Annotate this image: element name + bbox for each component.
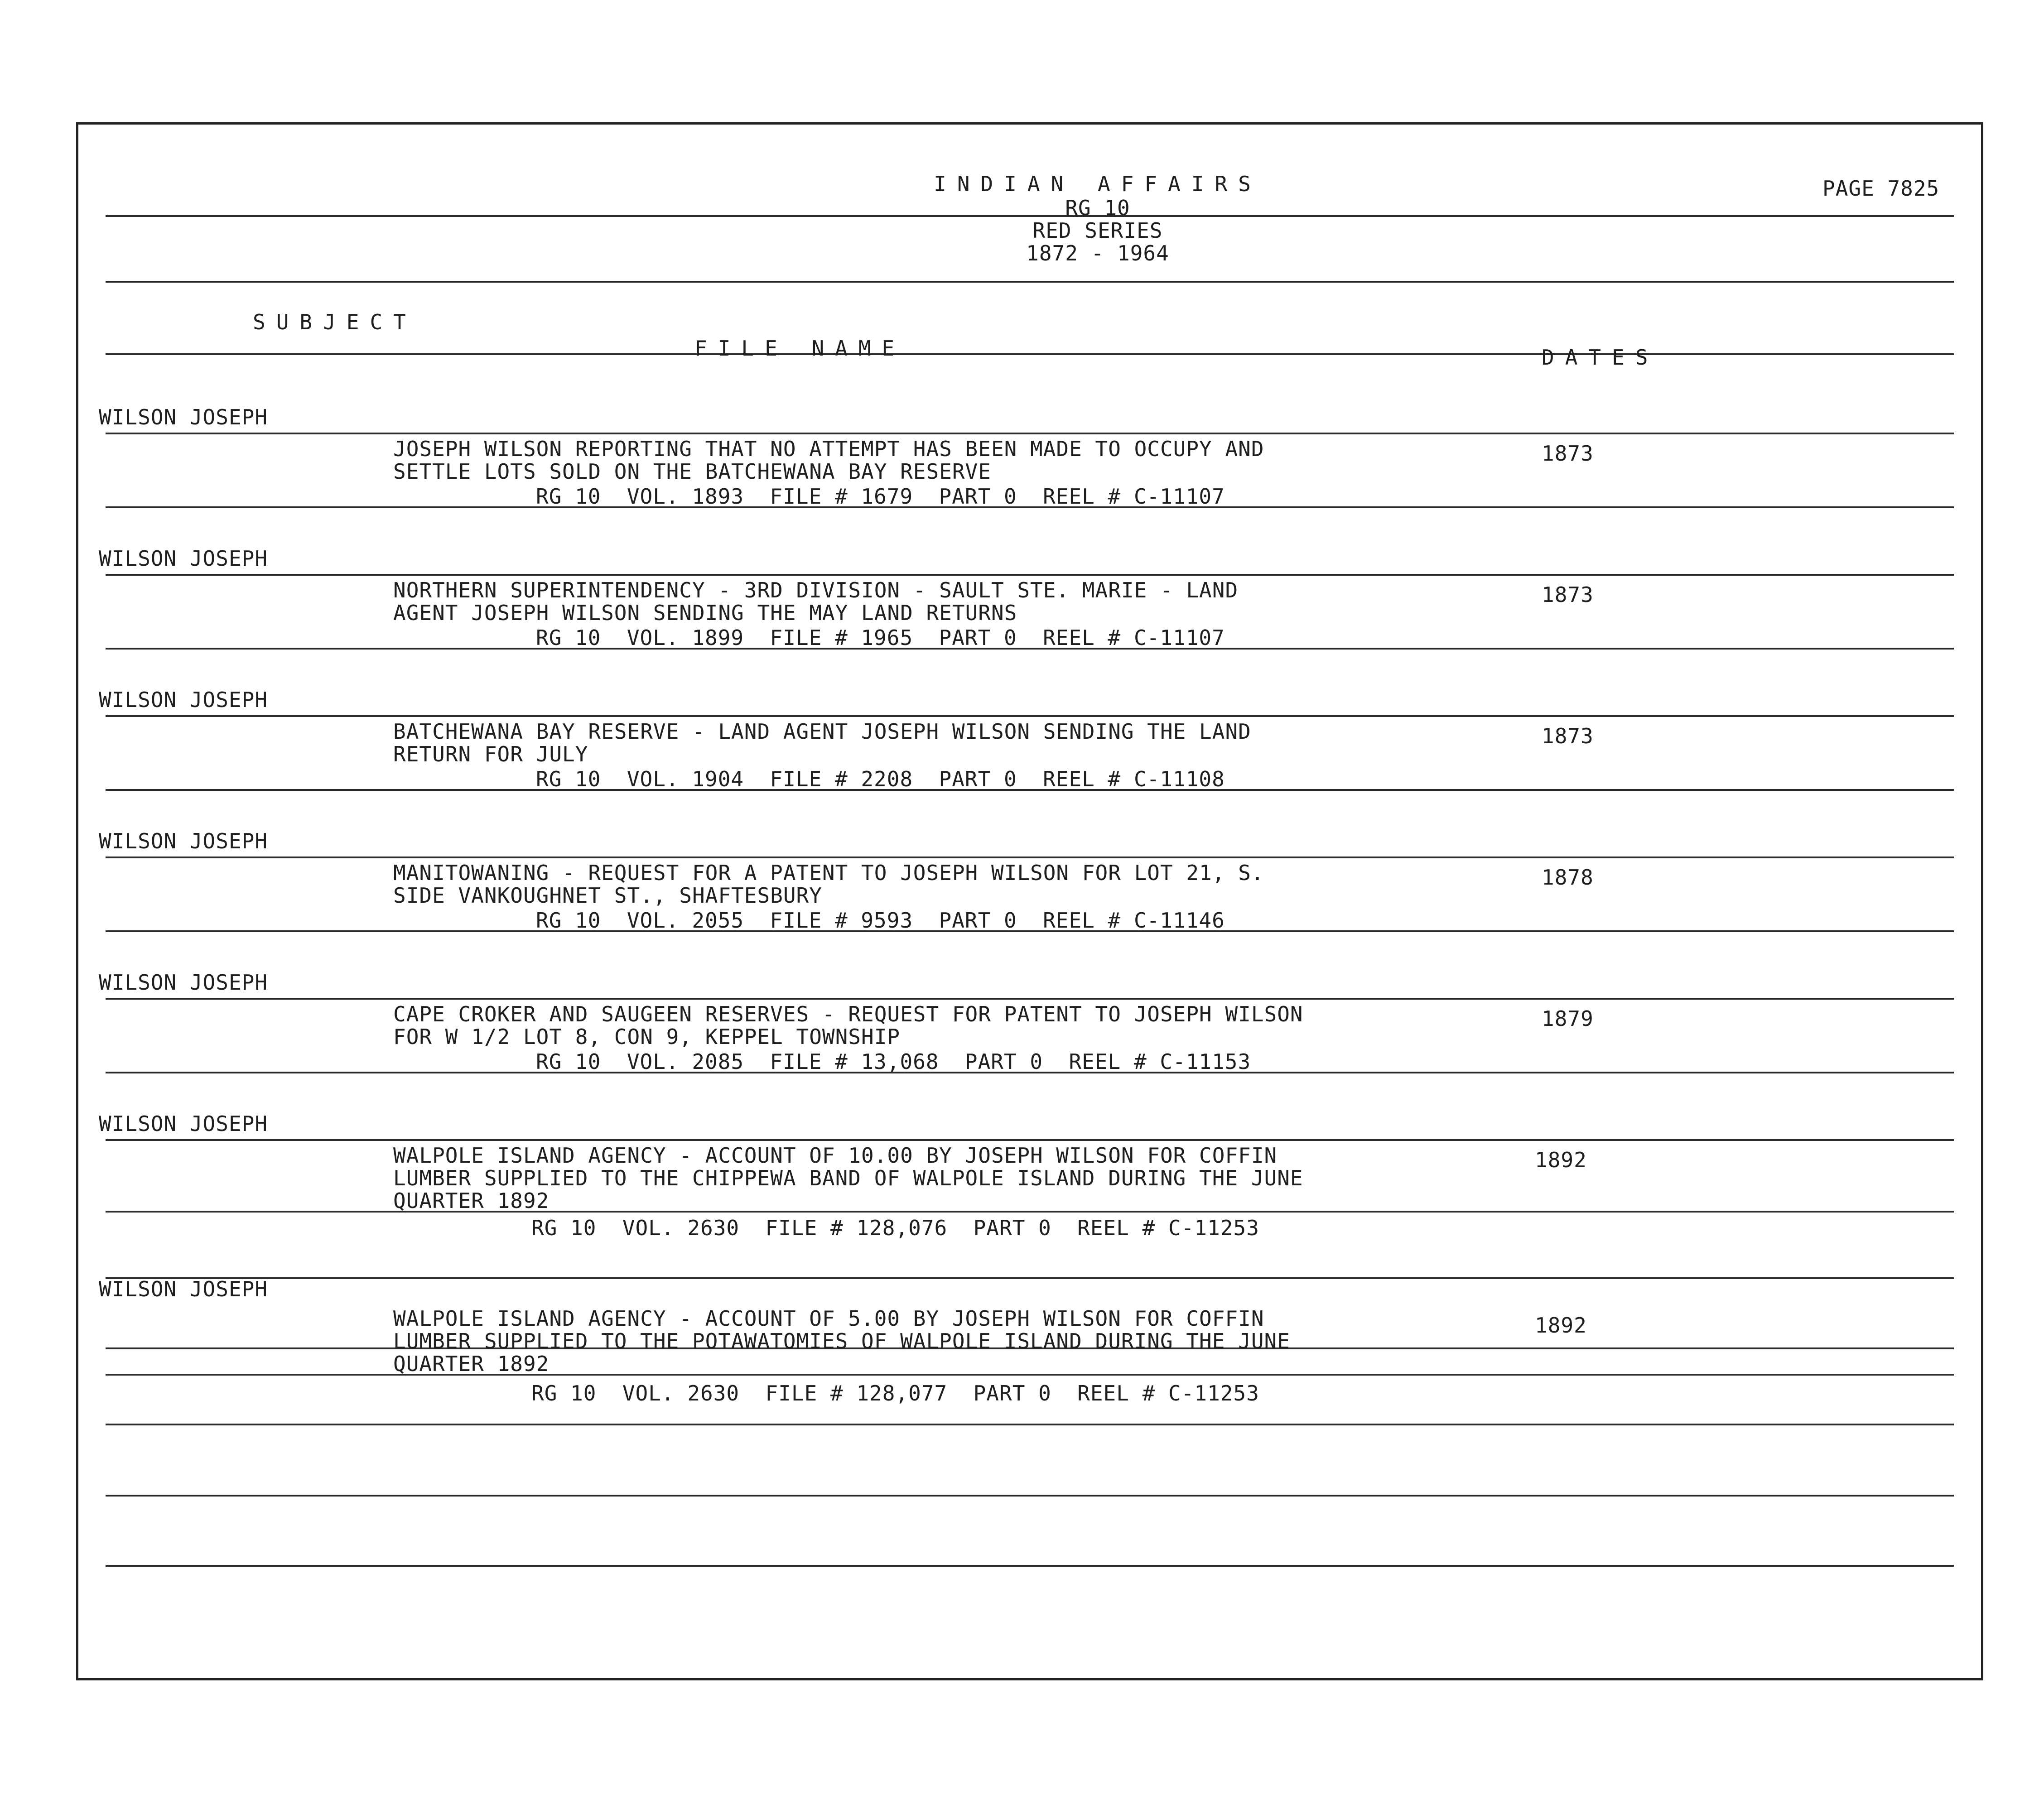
entry-date: 1892 bbox=[1535, 1313, 1587, 1338]
entry-file-name-line: LUMBER SUPPLIED TO THE CHIPPEWA BAND OF WALPOLE ISLAND DURING THE JUNE bbox=[393, 1166, 1303, 1190]
entry-bottom-rule bbox=[106, 1424, 1954, 1425]
entry-file-name-line: FOR W 1/2 LOT 8, CON 9, KEPPEL TOWNSHIP bbox=[393, 1025, 901, 1049]
entry-reference: RG 10 VOL. 2055 FILE # 9593 PART 0 REEL # C-11146 bbox=[536, 908, 1225, 933]
entry-subject: WILSON JOSEPH bbox=[99, 405, 268, 429]
entry-rule bbox=[106, 433, 1954, 434]
page-title: INDIAN AFFAIRS bbox=[934, 172, 1262, 196]
entry-date: 1873 bbox=[1542, 582, 1594, 607]
entry-subject: WILSON JOSEPH bbox=[99, 688, 268, 712]
blank-rule bbox=[106, 1565, 1954, 1567]
entry-date: 1879 bbox=[1542, 1006, 1594, 1031]
entry-reference: RG 10 VOL. 2630 FILE # 128,076 PART 0 REEL # C-11253 bbox=[531, 1216, 1259, 1240]
entry-rule bbox=[106, 574, 1954, 576]
record-group: RG 10 bbox=[1065, 196, 1130, 220]
entry-file-name-line: QUARTER 1892 bbox=[393, 1189, 550, 1213]
header-rule-1 bbox=[106, 215, 1954, 217]
entry-bottom-rule bbox=[106, 1072, 1954, 1073]
entry-bottom-rule bbox=[106, 648, 1954, 650]
entry-rule bbox=[106, 715, 1954, 717]
entry-file-name-line: MANITOWANING - REQUEST FOR A PATENT TO JOSEPH WILSON FOR LOT 21, S. bbox=[393, 861, 1264, 885]
entry-rule bbox=[106, 857, 1954, 858]
entry-date: 1892 bbox=[1535, 1148, 1587, 1172]
entry-file-name-line: WALPOLE ISLAND AGENCY - ACCOUNT OF 5.00 BY JOSEPH WILSON FOR COFFIN bbox=[393, 1306, 1264, 1331]
entry-file-name-line: JOSEPH WILSON REPORTING THAT NO ATTEMPT HAS BEEN MADE TO OCCUPY AND bbox=[393, 437, 1264, 461]
blank-rule bbox=[106, 1495, 1954, 1497]
entry-file-name-line: LUMBER SUPPLIED TO THE POTAWATOMIES OF WALPOLE ISLAND DURING THE JUNE bbox=[393, 1329, 1290, 1353]
entry-date: 1878 bbox=[1542, 865, 1594, 890]
entry-subject: WILSON JOSEPH bbox=[99, 970, 268, 995]
entry-rule bbox=[106, 1211, 1954, 1213]
entry-subject: WILSON JOSEPH bbox=[99, 546, 268, 571]
entry-reference: RG 10 VOL. 1893 FILE # 1679 PART 0 REEL # C-11107 bbox=[536, 484, 1225, 509]
entry-reference: RG 10 VOL. 2085 FILE # 13,068 PART 0 REEL # C-11153 bbox=[536, 1049, 1251, 1074]
entry-rule bbox=[106, 1139, 1954, 1141]
page-frame bbox=[76, 122, 1983, 1680]
entry-date: 1873 bbox=[1542, 441, 1594, 466]
entry-file-name-line: AGENT JOSEPH WILSON SENDING THE MAY LAND RETURNS bbox=[393, 601, 1017, 625]
column-header-dates: DATES bbox=[1542, 345, 1659, 370]
entry-file-name-line: WALPOLE ISLAND AGENCY - ACCOUNT OF 10.00 BY JOSEPH WILSON FOR COFFIN bbox=[393, 1143, 1278, 1168]
entry-bottom-rule bbox=[106, 1277, 1954, 1279]
page-number: PAGE 7825 bbox=[1822, 176, 1940, 201]
entry-bottom-rule bbox=[106, 930, 1954, 932]
entry-file-name-line: RETURN FOR JULY bbox=[393, 742, 588, 766]
entry-file-name-line: NORTHERN SUPERINTENDENCY - 3RD DIVISION - SAULT STE. MARIE - LAND bbox=[393, 578, 1239, 602]
entry-file-name-line: BATCHEWANA BAY RESERVE - LAND AGENT JOSEPH WILSON SENDING THE LAND bbox=[393, 719, 1251, 744]
entry-file-name-line: CAPE CROKER AND SAUGEEN RESERVES - REQUEST FOR PATENT TO JOSEPH WILSON bbox=[393, 1002, 1303, 1026]
entry-reference: RG 10 VOL. 1899 FILE # 1965 PART 0 REEL # C-11107 bbox=[536, 626, 1225, 650]
column-header-file-name: FILE NAME bbox=[694, 336, 906, 361]
column-header-subject: SUBJECT bbox=[253, 310, 417, 334]
entry-subject: WILSON JOSEPH bbox=[99, 1277, 268, 1301]
entry-rule bbox=[106, 998, 1954, 1000]
series-years: 1872 - 1964 bbox=[1026, 241, 1169, 265]
entry-file-name-line: QUARTER 1892 bbox=[393, 1352, 550, 1376]
entry-file-name-line: SIDE VANKOUGHNET ST., SHAFTESBURY bbox=[393, 883, 822, 908]
entry-bottom-rule bbox=[106, 506, 1954, 508]
entry-reference: RG 10 VOL. 1904 FILE # 2208 PART 0 REEL # C-11108 bbox=[536, 767, 1225, 791]
entry-subject: WILSON JOSEPH bbox=[99, 829, 268, 853]
entry-subject: WILSON JOSEPH bbox=[99, 1112, 268, 1136]
column-rule bbox=[106, 353, 1954, 355]
header-rule-2 bbox=[106, 281, 1954, 283]
entry-date: 1873 bbox=[1542, 724, 1594, 748]
entry-reference: RG 10 VOL. 2630 FILE # 128,077 PART 0 REEL # C-11253 bbox=[531, 1381, 1259, 1405]
entry-rule bbox=[106, 1374, 1954, 1376]
entry-bottom-rule bbox=[106, 789, 1954, 791]
series-name: RED SERIES bbox=[1032, 218, 1163, 243]
entry-file-name-line: SETTLE LOTS SOLD ON THE BATCHEWANA BAY RESERVE bbox=[393, 459, 991, 484]
